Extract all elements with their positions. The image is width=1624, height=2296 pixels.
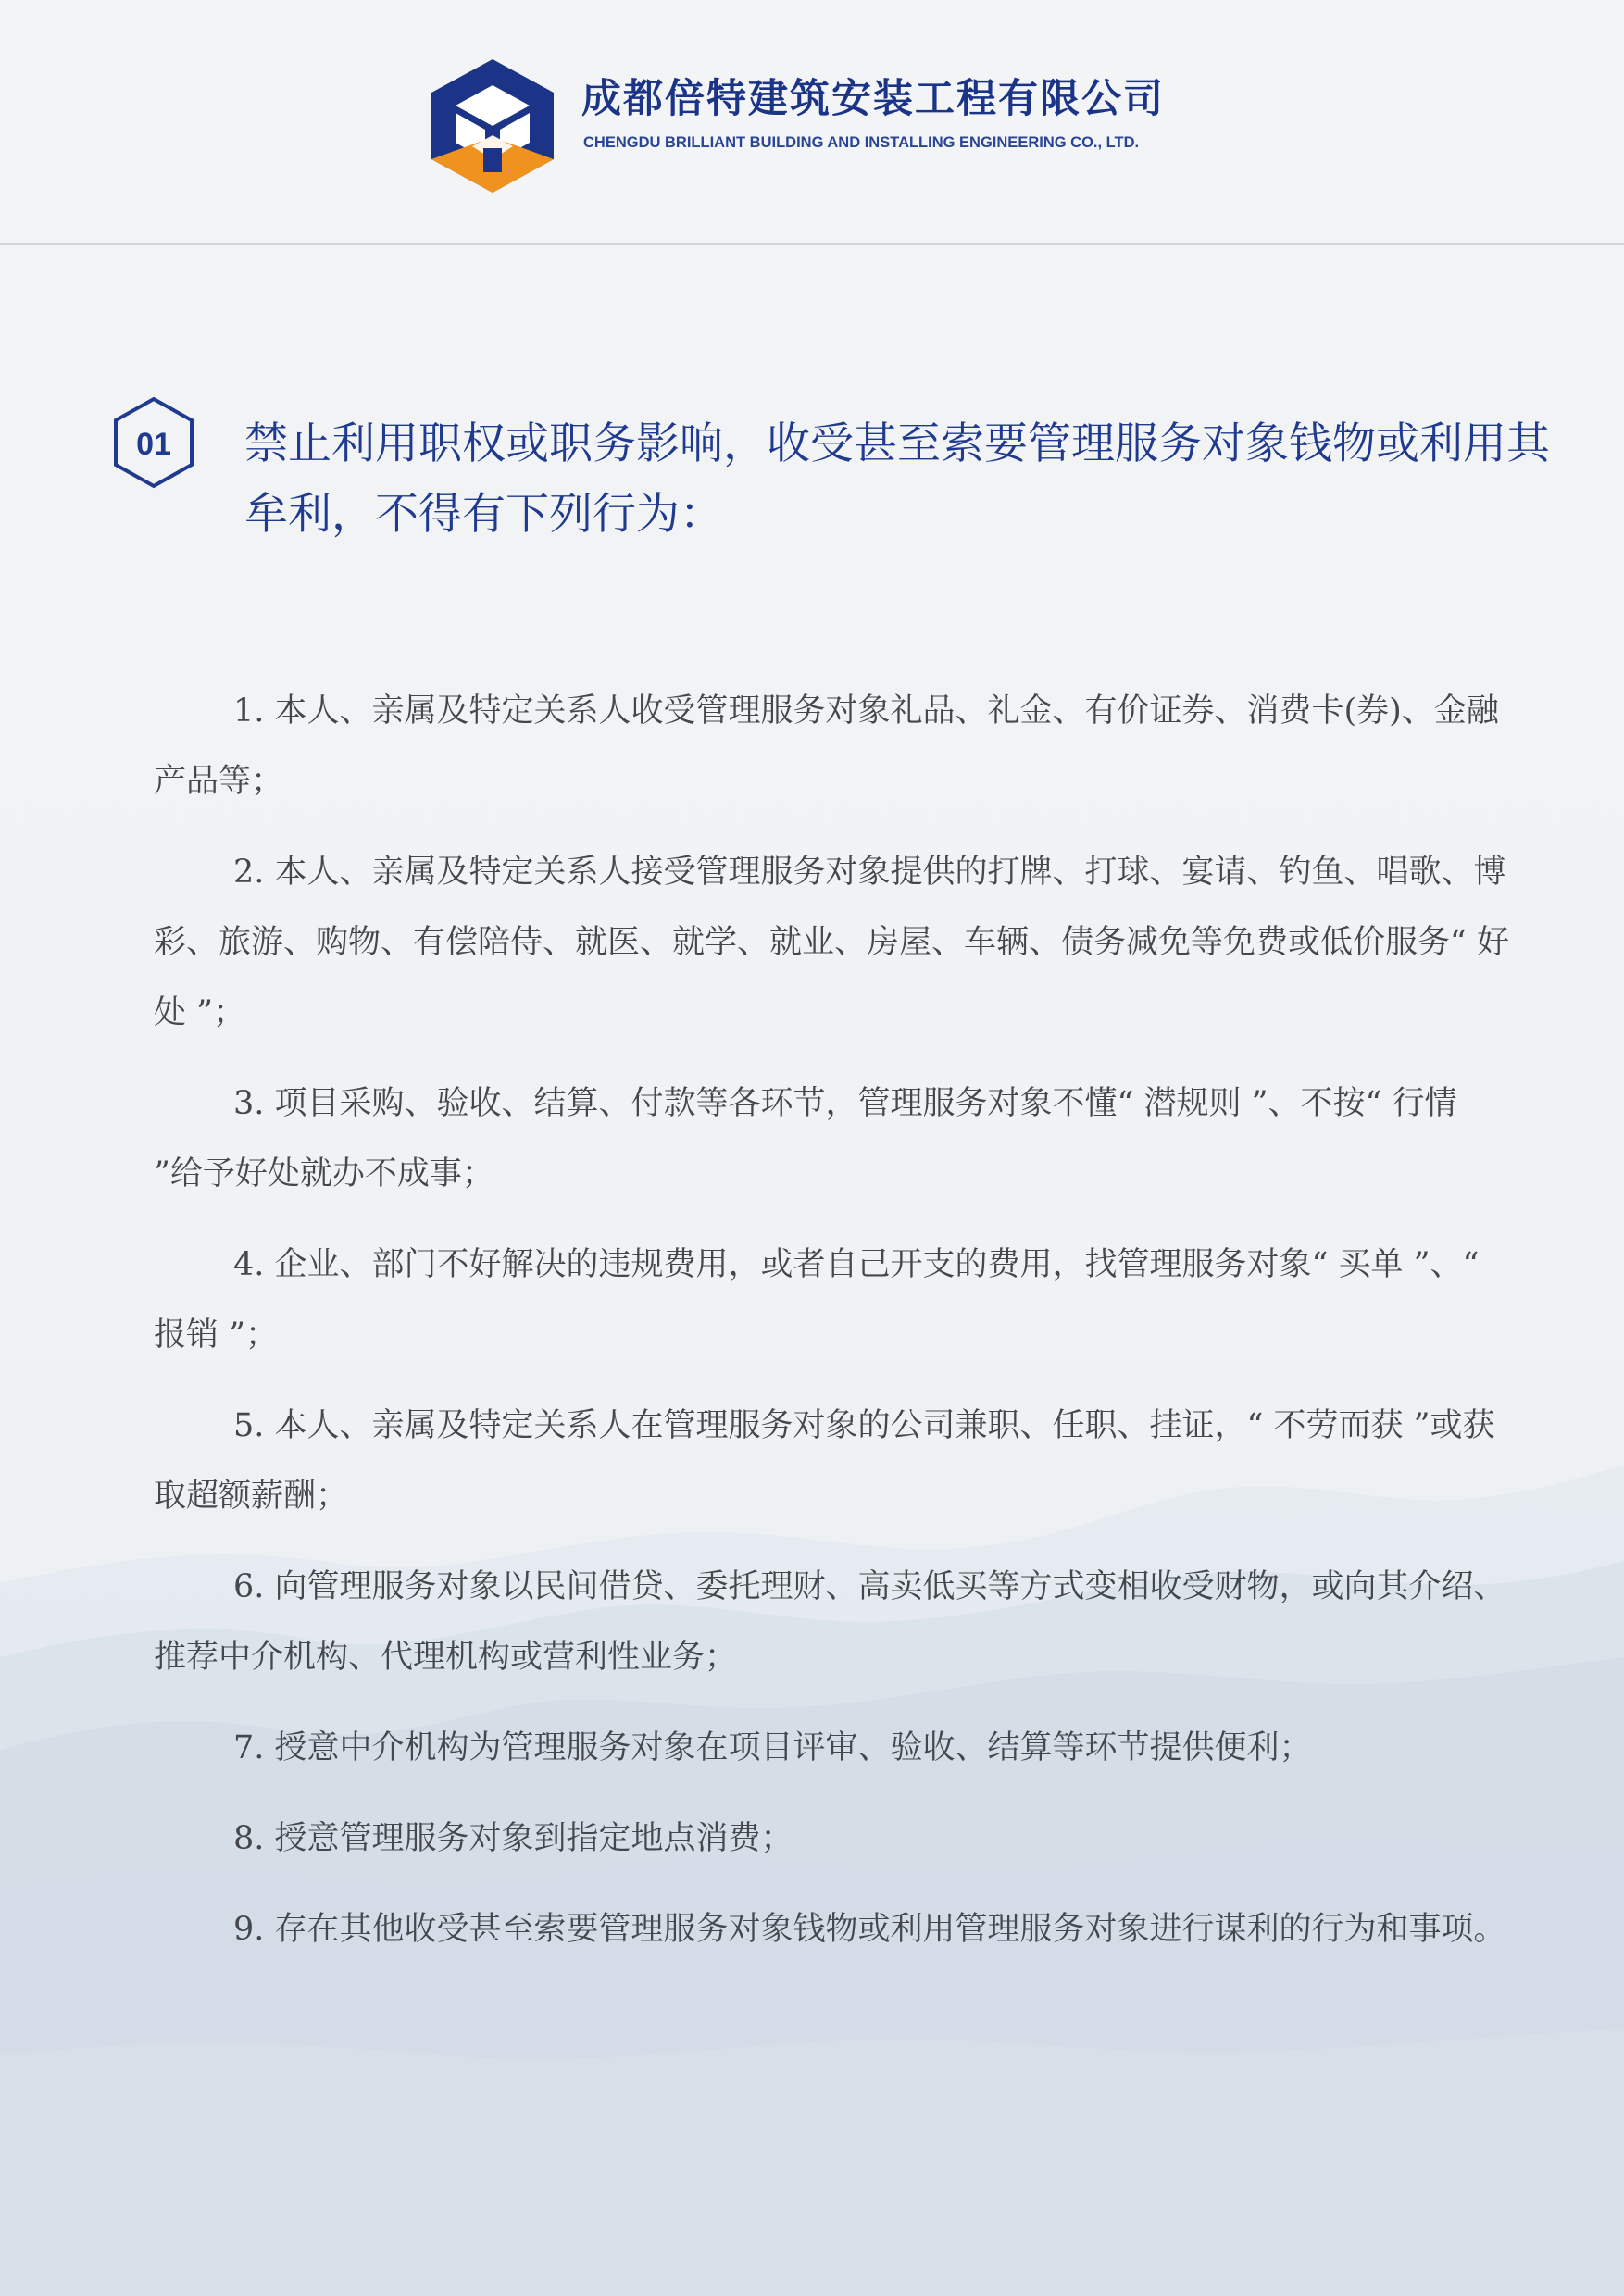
page-header (0, 0, 1624, 243)
company-name-cn: 成都倍特建筑安装工程有限公司 (581, 76, 1165, 122)
company-name-en: CHENGDU BRILLIANT BUILDING AND INSTALLING ENGINEERING CO., LTD. (583, 134, 1140, 151)
list-item: 7. 授意中介机构为管理服务对象在项目评审、验收、结算等环节提供便利； (233, 1729, 1312, 1766)
section-number: 01 (136, 427, 171, 462)
rule-list (154, 676, 1515, 1985)
section-number-badge (113, 396, 194, 489)
list-item: 8. 授意管理服务对象到指定地点消费； (233, 1820, 793, 1857)
section-title: 禁止利用职权或职务影响，收受甚至索要管理服务对象钱物或利用其牟利，不得有下列行为： (244, 418, 1550, 540)
list-item: 2. 本人、亲属及特定关系人接受管理服务对象提供的打牌、打球、宴请、钓鱼、唱歌、博彩、旅游、购物、有偿陪侍、就医、就学、就业、房屋、车辆、债务减免等免费或低价服务“ 好处 ”； (154, 854, 1510, 1031)
list-item: 3. 项目采购、验收、结算、付款等各环节，管理服务对象不懂“ 潜规则 ”、不按“ 行情 ”给予好处就办不成事； (154, 1085, 1457, 1192)
list-item: 6. 向管理服务对象以民间借贷、委托理财、高卖低买等方式变相收受财物，或向其介绍、推荐中介机构、代理机构或营利性业务； (154, 1568, 1506, 1676)
list-item: 5. 本人、亲属及特定关系人在管理服务对象的公司兼职、任职、挂证，“ 不劳而获 ”或获取超额薪酬； (154, 1407, 1495, 1515)
company-logo (430, 57, 556, 194)
list-item: 9. 存在其他收受甚至索要管理服务对象钱物或利用管理服务对象进行谋利的行为和事项。 (233, 1911, 1506, 1948)
header-divider (0, 243, 1624, 245)
list-item: 4. 企业、部门不好解决的违规费用，或者自己开支的费用，找管理服务对象“ 买单 ”、“ 报销 ”； (154, 1246, 1480, 1354)
list-item: 1. 本人、亲属及特定关系人收受管理服务对象礼品、礼金、有价证券、消费卡(券)、金融产品等； (154, 693, 1499, 800)
